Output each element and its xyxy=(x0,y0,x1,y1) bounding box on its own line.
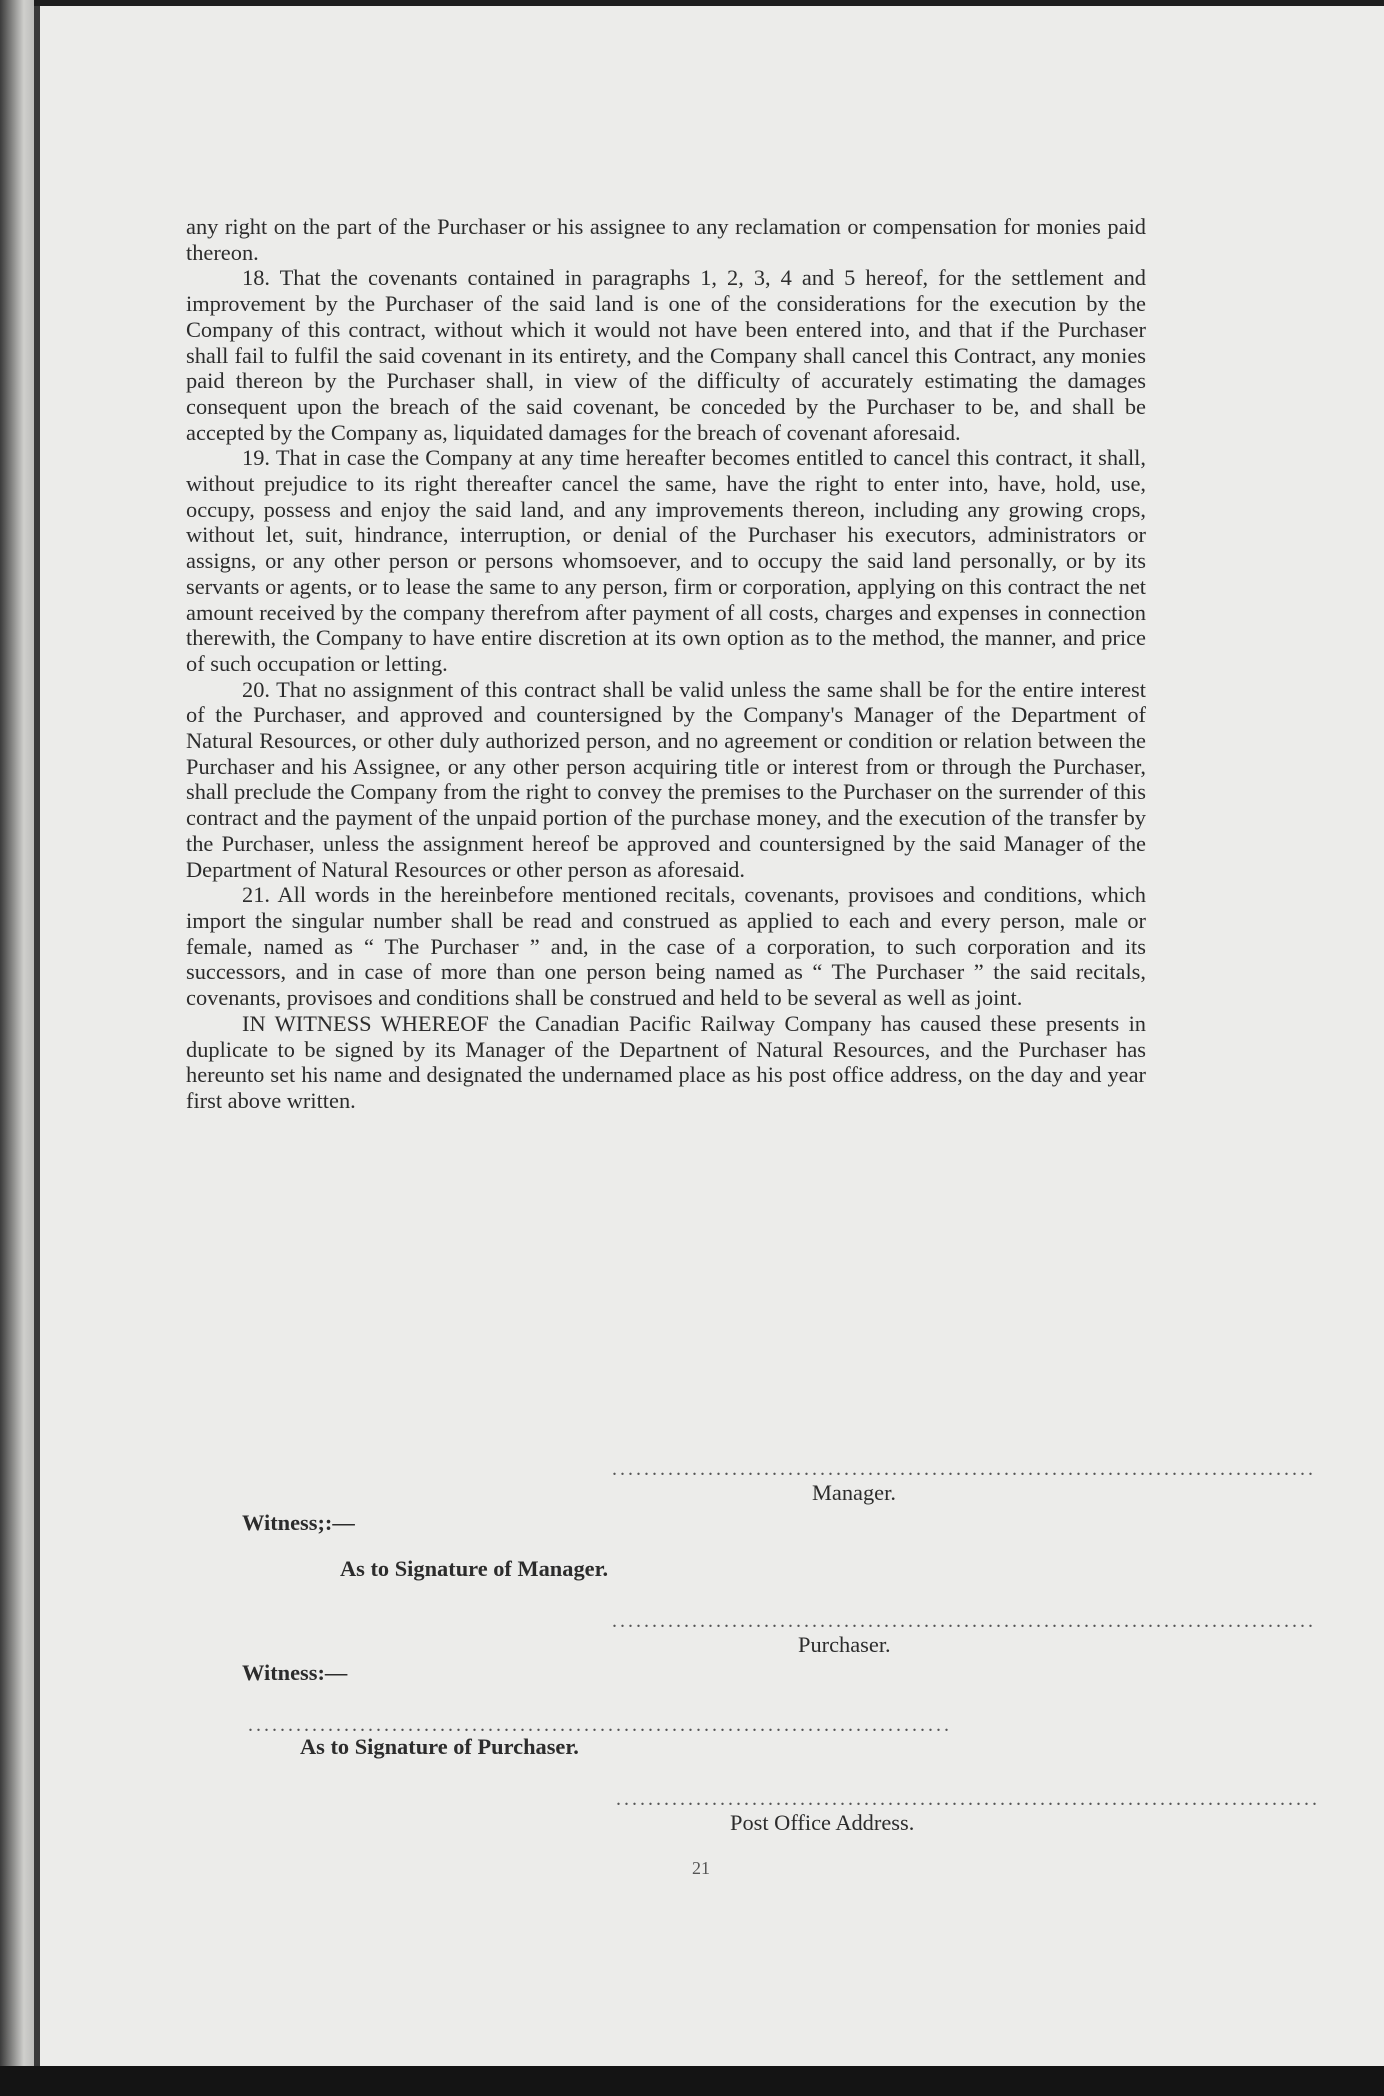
manager-signature-line: ........................................................................................ xyxy=(612,1458,1316,1480)
paragraph-19: 19. That in case the Company at any time hereafter becomes entitled to cancel this contract, it shall, without prejudice to its right thereafter cancel the same, have the right to enter into, have, hold, use, occupy, possess and enjoy the said land, and any improvements thereon, including any growing crops, without let, suit, hindrance, interruption, or denial of the Purchaser his executors, administrators or assigns, or any other person or persons whomsoever, and to occupy the said land personally, or by its servants or agents, or to lease the same to any person, firm or corporation, applying on this contract the net amount received by the company therefrom after payment of all costs, charges and expenses in connection therewith, the Company to have entire discretion at its own option as to the method, the manner, and price of such occupation or letting. xyxy=(186,445,1146,676)
binding-edge xyxy=(0,0,34,2096)
manager-label: Manager. xyxy=(812,1480,896,1505)
purchaser-witness-caption: As to Signature of Purchaser. xyxy=(300,1734,579,1759)
manager-witness-caption: As to Signature of Manager. xyxy=(340,1556,609,1581)
paragraph-21: 21. All words in the hereinbefore mentioned recitals, covenants, provisoes and conditions, which import the singular number shall be read and construed as applied to each and every person, male or female, named as “ The Purchaser ” and, in the case of a corporation, to such corporation and its successors, and in case of more than one person being named as “ The Purchaser ” the said recitals, covenants, provisoes and conditions shall be construed and held to be several as well as joint. xyxy=(186,882,1146,1011)
purchaser-label: Purchaser. xyxy=(798,1632,891,1657)
paragraph-20: 20. That no assignment of this contract shall be valid unless the same shall be for the entire interest of the Purchaser, and approved and countersigned by the Company's Manager of the Department of Natural Resources, or other duly authorized person, and no agreement or condition or relation between the Purchaser and his Assignee, or any other person acquiring title or interest from or through the Purchaser, shall preclude the Company from the right to convey the premises to the Purchaser on the surrender of this contract and the payment of the unpaid portion of the purchase money, and the execution of the transfer by the Purchaser, unless the assignment hereof be approved and countersigned by the said Manager of the Department of Natural Resources or other person as aforesaid. xyxy=(186,676,1146,882)
paragraph-18: 18. That the covenants contained in paragraphs 1, 2, 3, 4 and 5 hereof, for the settlement and improvement by the Purchaser of the said land is one of the considerations for the execution by the Company of this contract, without which it would not have been entered into, and that if the Purchaser shall fail to fulfil the said covenant in its entirety, and the Company shall cancel this Contract, any monies paid thereon by the Purchaser shall, in view of the difficulty of accurately estimating the damages consequent upon the breach of the said covenant, be conceded by the Purchaser to be, and shall be accepted by the Company as, liquidated damages for the breach of covenant aforesaid. xyxy=(186,265,1146,445)
witness-label-1: Witness;:— xyxy=(242,1510,355,1535)
witness-label-2: Witness:— xyxy=(242,1660,348,1685)
in-witness-clause: IN WITNESS WHEREOF the Canadian Pacific Railway Company has caused these presents in duplicate to be signed by its Manager of the Departnent of Natural Resources, and the Purchaser has hereunto set his name and designated the undernamed place as his post office address, on the day and year first above written. xyxy=(186,1010,1146,1113)
purchaser-witness-signature-line: ........................................................................................ xyxy=(248,1714,952,1736)
post-office-address-label: Post Office Address. xyxy=(730,1810,915,1835)
purchaser-signature-line: ........................................................................................ xyxy=(612,1610,1316,1632)
page-number: 21 xyxy=(692,1858,710,1878)
scan-bottom-edge xyxy=(0,2066,1384,2096)
post-office-address-line: ........................................................................................ xyxy=(616,1788,1320,1810)
contract-text xyxy=(186,214,1146,1114)
paragraph-continuation: any right on the part of the Purchaser or his assignee to any reclamation or compensation for monies paid thereon. xyxy=(186,214,1146,265)
